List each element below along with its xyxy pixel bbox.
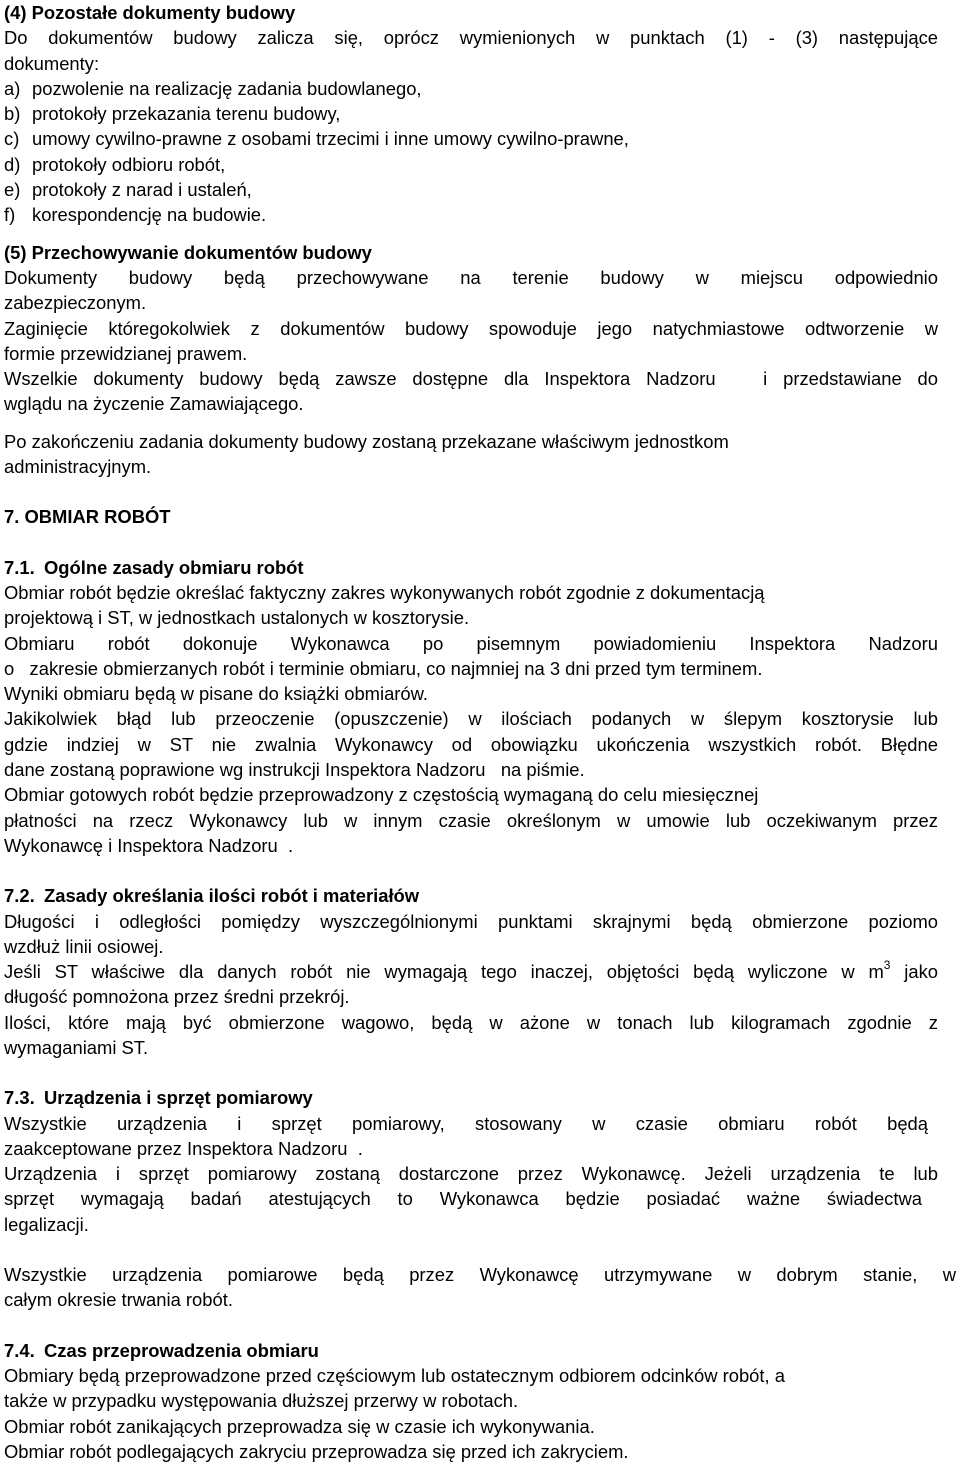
paragraph-line: Wykonawcę i Inspektora Nadzoru . xyxy=(4,834,294,856)
paragraph-line: płatności na rzecz Wykonawcy lub w innym czasie określonym w umowie lub oczekiwanym przez xyxy=(4,809,938,831)
section-number: 7.4. xyxy=(4,1339,35,1361)
paragraph-line: Obmiar robót zanikających przeprowadza się w czasie ich wykonywania. xyxy=(4,1415,595,1437)
paragraph-line: Długości i odległości pomiędzy wyszczególnionymi punktami skrajnymi będą obmierzone poziomo xyxy=(4,910,938,932)
paragraph-line: Wszystkie urządzenia i sprzęt pomiarowy, stosowany w czasie obmiaru robót będą xyxy=(4,1112,928,1134)
paragraph-line: Wyniki obmiaru będą w pisane do książki obmiarów. xyxy=(4,683,429,705)
section-5-heading: (5) Przechowywanie dokumentów budowy xyxy=(4,241,372,263)
paragraph-line: Dokumenty budowy będą przechowywane na terenie budowy w miejscu odpowiednio xyxy=(4,266,938,288)
paragraph-line xyxy=(4,959,938,984)
document-page xyxy=(4,0,956,1464)
paragraph-line: dane zostaną poprawione wg instrukcji Inspektora Nadzoru na piśmie. xyxy=(4,759,585,781)
section-4-heading: (4) Pozostałe dokumenty budowy xyxy=(4,2,296,23)
list-item-text: umowy cywilno-prawne z osobami trzecimi i inne umowy cywilno-prawne, xyxy=(32,128,629,150)
list-item-label: d) xyxy=(4,153,21,175)
paragraph-line: całym okresie trwania robót. xyxy=(4,1289,233,1311)
paragraph-line: Obmiary będą przeprowadzone przed częściowym lub ostatecznym odbiorem odcinków robót, a xyxy=(4,1364,785,1386)
section-title: Ogólne zasady obmiaru robót xyxy=(44,556,304,578)
paragraph-line: Po zakończeniu zadania dokumenty budowy zostaną przekazane właściwym jednostkom xyxy=(4,430,729,452)
paragraph-line: o zakresie obmierzanych robót i terminie obmiaru, co najmniej na 3 dni przed tym terminem. xyxy=(4,657,763,679)
paragraph-line: wglądu na życzenie Zamawiającego. xyxy=(4,393,304,415)
paragraph-line: Urządzenia i sprzęt pomiarowy zostaną dostarczone przez Wykonawcę. Jeżeli urządzenia te lub xyxy=(4,1163,938,1185)
list-item xyxy=(4,152,938,177)
paragraph-line: Obmiar gotowych robót będzie przeprowadzony z częstością wymaganą do celu miesięcznej xyxy=(4,784,759,806)
list-item-label: b) xyxy=(4,103,21,125)
section-7-2-heading xyxy=(4,883,938,908)
section-title: Urządzenia i sprzęt pomiarowy xyxy=(44,1087,313,1109)
paragraph-line: długość pomnożona przez średni przekrój. xyxy=(4,986,350,1008)
paragraph-line: sprzęt wymagają badań atestujących to Wykonawca będzie posiadać ważne świadectwa xyxy=(4,1188,922,1210)
section-title: Zasady określania ilości robót i materiałów xyxy=(44,885,420,907)
section-7-4-heading xyxy=(4,1338,938,1363)
superscript: 3 xyxy=(883,957,891,972)
paragraph-line: projektową i ST, w jednostkach ustalonych w kosztorysie. xyxy=(4,607,470,629)
list-item-label: e) xyxy=(4,179,21,201)
list-item xyxy=(4,126,938,151)
section-7-3-heading xyxy=(4,1085,938,1110)
section-number: 7.3. xyxy=(4,1087,35,1109)
paragraph-line: Obmiar robót będzie określać faktyczny zakres wykonywanych robót zgodnie z dokumentacją xyxy=(4,581,765,603)
list-item-text: korespondencję na budowie. xyxy=(32,204,267,226)
paragraph-line: Wszystkie urządzenia pomiarowe będą przez Wykonawcę utrzymywane w dobrym stanie, w xyxy=(4,1264,956,1286)
list-item xyxy=(4,202,938,227)
paragraph-line: Obmiar robót podlegających zakryciu przeprowadza się przed ich zakryciem. xyxy=(4,1440,629,1462)
section-4-list xyxy=(4,76,938,228)
paragraph-line: Zaginięcie któregokolwiek z dokumentów budowy spowoduje jego natychmiastowe odtworzenie w xyxy=(4,317,938,339)
paragraph-line: wymaganiami ST. xyxy=(4,1036,149,1058)
list-item-label: f) xyxy=(4,204,16,226)
section-4-intro-line: Do dokumentów budowy zalicza się, oprócz wymienionych w punktach (1) - (3) następujące xyxy=(4,27,938,49)
list-item-label: a) xyxy=(4,77,21,99)
paragraph-line: gdzie indziej w ST nie zwalnia Wykonawcy od obowiązku ukończenia wszystkich robót. Błędne xyxy=(4,733,938,755)
section-4-intro-line: dokumenty: xyxy=(4,52,100,74)
paragraph-line: Ilości, które mają być obmierzone wagowo, będą w ażone w tonach lub kilogramach zgodnie z xyxy=(4,1011,938,1033)
list-item-text: pozwolenie na realizację zadania budowlanego, xyxy=(32,77,422,99)
paragraph-line: zabezpieczonym. xyxy=(4,292,147,314)
list-item xyxy=(4,101,938,126)
list-item xyxy=(4,177,938,202)
section-7-1-heading xyxy=(4,555,938,580)
paragraph-line: Jakikolwiek błąd lub przeoczenie (opuszczenie) w ilościach podanych w ślepym kosztorysie lub xyxy=(4,708,938,730)
section-title: Czas przeprowadzenia obmiaru xyxy=(44,1339,319,1361)
paragraph-line: formie przewidzianej prawem. xyxy=(4,342,248,364)
list-item-text: protokoły z narad i ustaleń, xyxy=(32,179,252,201)
paragraph-line: administracyjnym. xyxy=(4,456,152,478)
list-item-text: protokoły przekazania terenu budowy, xyxy=(32,103,341,125)
paragraph-line: także w przypadku występowania dłuższej przerwy w robotach. xyxy=(4,1390,519,1412)
chapter-7-heading: 7. OBMIAR ROBÓT xyxy=(4,506,171,528)
section-number: 7.2. xyxy=(4,885,35,907)
paragraph-text: Jeśli ST właściwe dla danych robót nie wymagają tego inaczej, objętości będą wyliczone w m xyxy=(4,961,884,983)
paragraph-text: jako xyxy=(890,961,938,983)
paragraph-line: wzdłuż linii osiowej. xyxy=(4,935,164,957)
paragraph-line: Wszelkie dokumenty budowy będą zawsze dostępne dla Inspektora Nadzoru i przedstawiane do xyxy=(4,368,938,390)
paragraph-line: zaakceptowane przez Inspektora Nadzoru . xyxy=(4,1137,363,1159)
list-item-label: c) xyxy=(4,128,20,150)
section-number: 7.1. xyxy=(4,556,35,578)
paragraph-line: legalizacji. xyxy=(4,1213,89,1235)
list-item-text: protokoły odbioru robót, xyxy=(32,153,226,175)
paragraph-line: Obmiaru robót dokonuje Wykonawca po pisemnym powiadomieniu Inspektora Nadzoru xyxy=(4,632,938,654)
list-item xyxy=(4,76,938,101)
